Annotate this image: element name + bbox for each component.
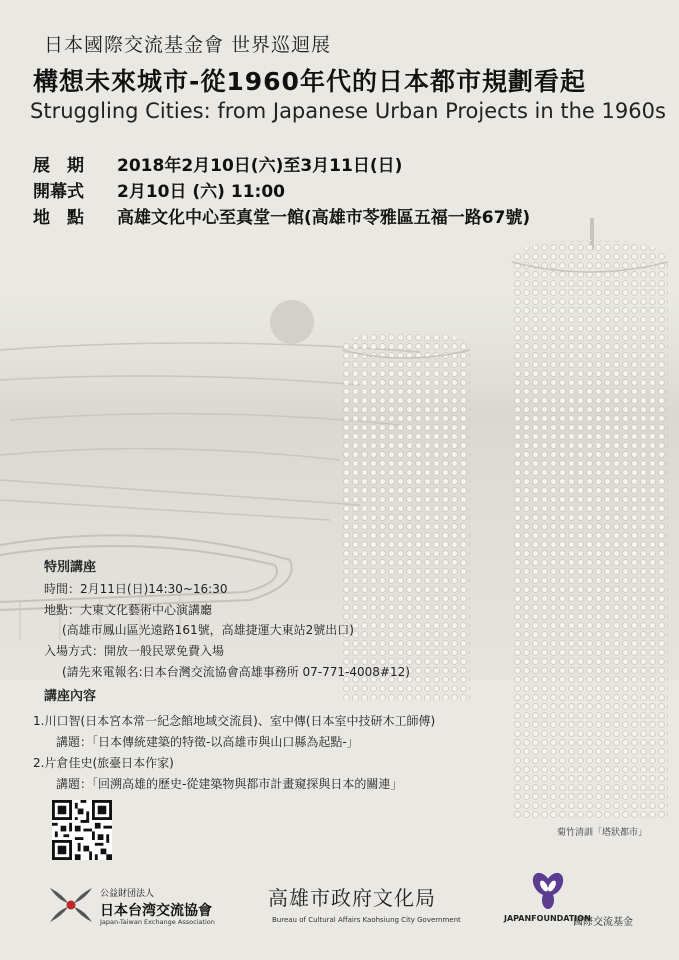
- period-value: 2018年2月10日(六)至3月11日(日): [117, 156, 403, 176]
- image-credit: 菊竹清訓「塔狀都市」: [557, 828, 648, 838]
- lecture-time: 時間：2月11日(日)14:30~16:30: [44, 582, 228, 596]
- venue-label: 地 點: [33, 208, 84, 228]
- jtea-small-text: 公益財団法人: [100, 889, 155, 899]
- kaohsiung-en: Bureau of Cultural Affairs Kaohsiung City Government: [272, 916, 461, 924]
- page-title: 構想未來城市-從1960年代的日本都市規劃看起: [33, 67, 586, 96]
- lecture-place-address: (高雄市鳳山區光遠路161號，高雄捷運大東站2號出口): [62, 623, 354, 637]
- sun-shape: [270, 300, 314, 344]
- tower-right: [512, 240, 668, 820]
- period-label: 展 期: [33, 156, 84, 176]
- lecture-place: 地點：大東文化藝術中心演講廳: [44, 603, 213, 617]
- qr-code-icon[interactable]: [52, 800, 112, 860]
- lecture-entry: 入場方式：開放一般民眾免費入場: [44, 644, 225, 658]
- lecture-speaker-2: 2.片倉佳史(旅臺日本作家): [33, 756, 174, 770]
- opening-row: [33, 177, 285, 202]
- period-row: [33, 151, 402, 176]
- venue-row: [33, 203, 530, 228]
- opening-value: 2月10日 (六) 11:00: [117, 182, 285, 202]
- lecture-topic-2: 講題：「回溯高雄的歷史-從建築物與都市計畫窺探與日本的關連」: [56, 777, 403, 791]
- lecture-registration: (請先來電報名:日本台灣交流協會高雄事務所 07-771-4008#12): [62, 665, 410, 679]
- lecture-content-heading: 講座內容: [44, 689, 97, 704]
- kaohsiung-logo: 高雄市政府文化局: [268, 886, 436, 910]
- jtea-name: 日本台湾交流協會: [100, 903, 212, 919]
- organizer-line: 日本國際交流基金會 世界巡迴展: [44, 34, 332, 56]
- japan-foundation-logo-icon: [528, 870, 568, 912]
- opening-label: 開幕式: [33, 182, 84, 202]
- tower-left: [342, 332, 470, 700]
- lecture-heading: 特別講座: [44, 560, 97, 575]
- lecture-topic-1: 講題：「日本傳統建築的特徵-以高雄市與山口縣為起點-」: [56, 735, 359, 749]
- jtea-logo-icon: [48, 884, 94, 926]
- page-title-en: Struggling Cities: from Japanese Urban Projects in the 1960s: [30, 99, 666, 123]
- lecture-speaker-1: 1.川口智(日本宮本常一紀念館地域交流員)、室中傳(日本室中技研木工師傅): [33, 714, 436, 728]
- jf-zh: 國際交流基金: [573, 917, 633, 928]
- jf-en: JAPANFOUNDATION: [504, 914, 591, 923]
- venue-value: 高雄文化中心至真堂一館(高雄市苓雅區五福一路67號): [117, 208, 531, 228]
- jtea-en: Japan-Taiwan Exchange Association: [100, 918, 215, 926]
